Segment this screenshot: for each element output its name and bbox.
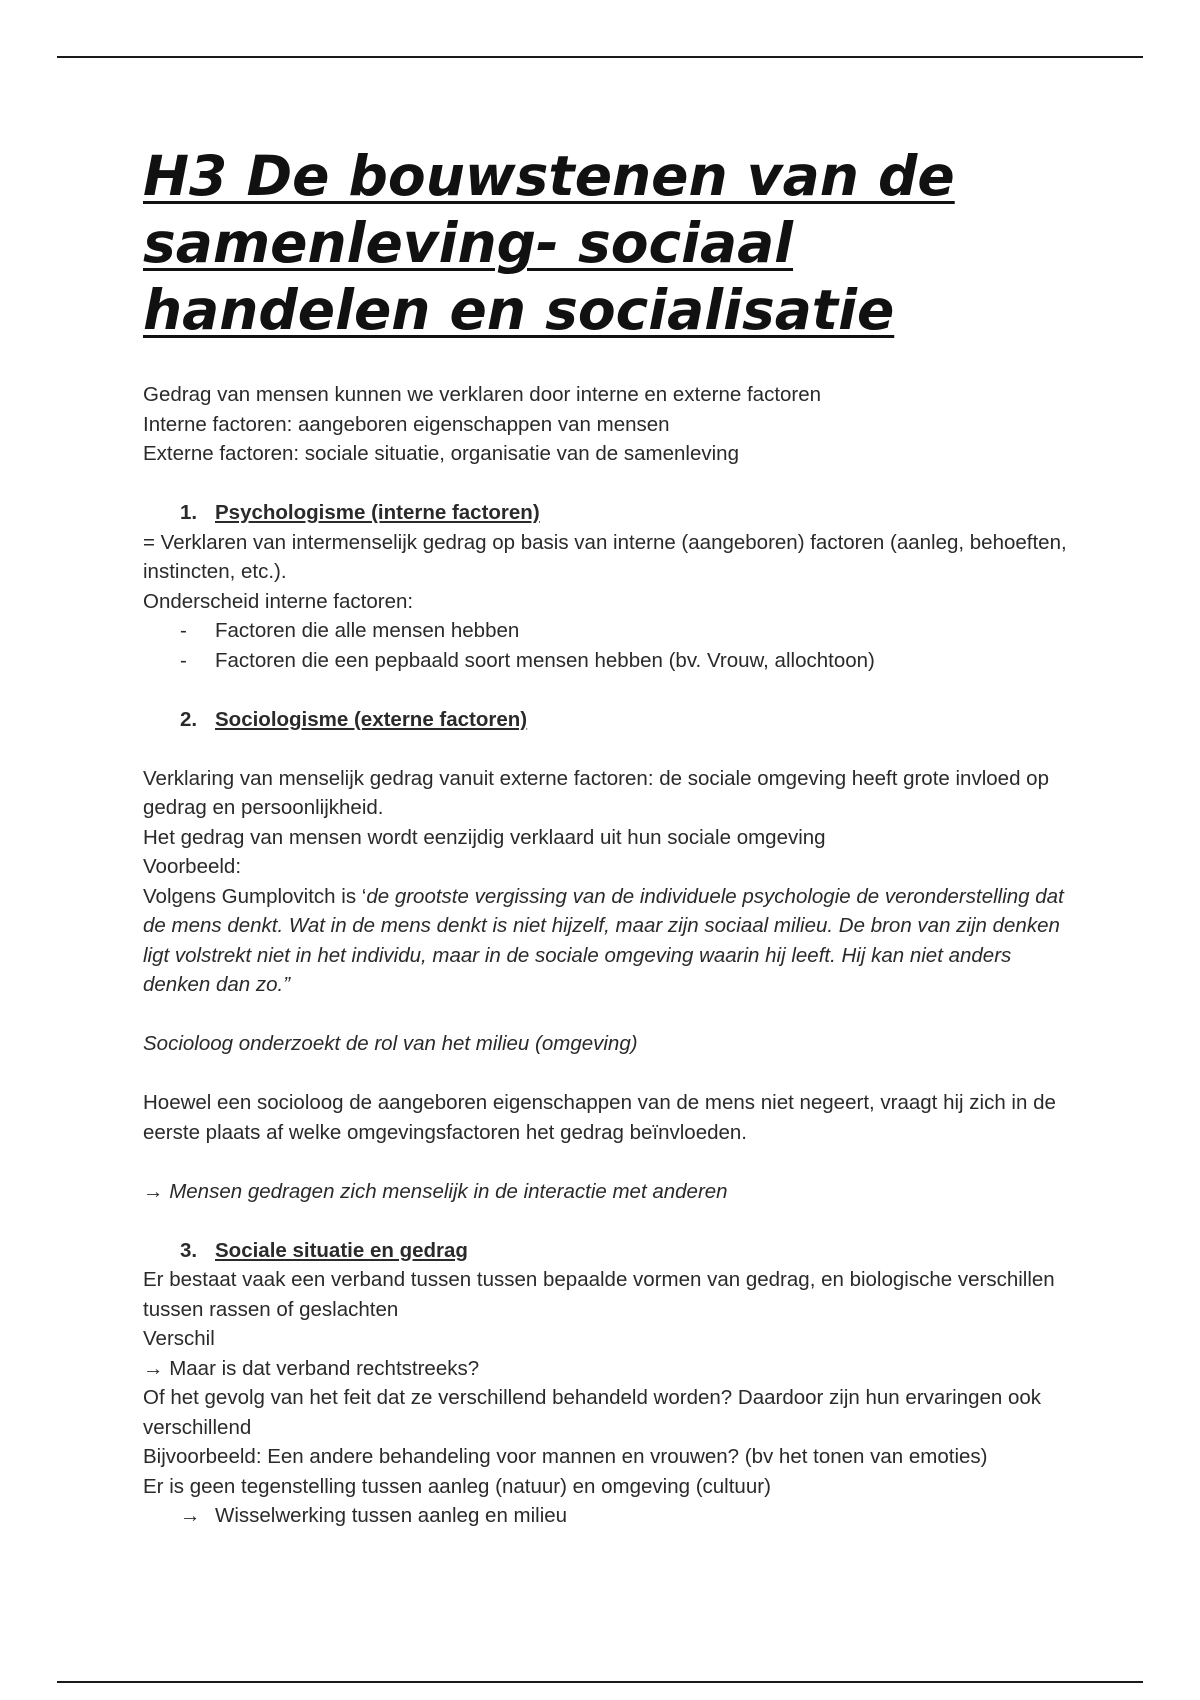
header-rule (57, 56, 1143, 58)
list-item: - Factoren die alle mensen hebben (180, 616, 1083, 646)
example-label: Voorbeeld: (143, 855, 242, 878)
dash-marker: - (180, 619, 187, 642)
section-number: 2. (180, 707, 198, 731)
paragraph: Verschil (143, 1327, 215, 1350)
paragraph: Het gedrag van mensen wordt eenzijdig verklaard uit hun sociale omgeving (143, 825, 826, 849)
arrow-icon: → (143, 1356, 164, 1380)
list-item: - Factoren die een pepbaald soort mensen hebben (bv. Vrouw, allochtoon) (180, 646, 1083, 676)
arrow-line: → Wisselwerking tussen aanleg en milieu (180, 1501, 1083, 1531)
section-number: 1. (180, 501, 198, 524)
intro-line: Interne factoren: aangeboren eigenschappen van mensen (143, 412, 670, 436)
definition: = Verklaren van intermenselijk gedrag op basis van interne (aangeboren) factoren (aanleg, behoeften, instincten, etc.). (143, 530, 1067, 583)
paragraph: Bijvoorbeeld: Een andere behandeling voor mannen en vrouwen? (bv het tonen van emoties) (143, 1445, 988, 1468)
section-1-heading (180, 498, 1083, 528)
document-page (143, 143, 1083, 1531)
footer-rule (57, 1681, 1143, 1683)
note: Socioloog onderzoekt de rol van het milieu (omgeving) (143, 1032, 638, 1055)
quote-text: de grootste vergissing van de individuele psychologie de veronderstelling dat de mens denkt. Wat in de mens denkt is niet hijzelf, maar zijn sociaal milieu. De bron van zijn denken ligt volstrekt niet in het individu, maar in de sociale omgeving waarin hij leeft. Hij kan niet anders denken dan zo.” (143, 884, 1064, 996)
section-title: Psychologisme (interne factoren) (215, 501, 540, 524)
dash-marker: - (180, 648, 187, 672)
section-3-heading (180, 1236, 1083, 1266)
section-number: 3. (180, 1238, 198, 1262)
bullet-list (143, 616, 1083, 675)
quote-paragraph: Volgens Gumplovitch is ‘de grootste vergissing van de individuele psychologie de veronderstelling dat de mens denkt. Wat in de mens denkt is niet hijzelf, maar zijn sociaal milieu. De bron van zijn denken ligt volstrekt niet in het individu, maar in de sociale omgeving waarin hij leeft. Hij kan niet anders denken dan zo.” (143, 884, 1064, 996)
page-title: H3 De bouwstenen van de samenleving- sociaal handelen en socialisatie (143, 144, 955, 342)
intro-line: Externe factoren: sociale situatie, organisatie van de samenleving (143, 442, 739, 465)
section-title: Sociale situatie en gedrag (215, 1238, 468, 1262)
conclusion: → Mensen gedragen zich menselijk in de interactie met anderen (143, 1179, 728, 1203)
intro-line: Gedrag van mensen kunnen we verklaren door interne en externe factoren (143, 383, 822, 406)
paragraph: Hoewel een socioloog de aangeboren eigenschappen van de mens niet negeert, vraagt hij zich in de eerste plaats af welke omgevingsfactoren het gedrag beïnvloeden. (143, 1091, 1056, 1144)
subheading: Onderscheid interne factoren: (143, 589, 414, 613)
paragraph: Of het gevolg van het feit dat ze verschillend behandeld worden? Daardoor zijn hun ervaringen ook verschillend (143, 1386, 1042, 1439)
paragraph: Verklaring van menselijk gedrag vanuit externe factoren: de sociale omgeving heeft grote invloed op gedrag en persoonlijkheid. (143, 766, 1049, 819)
arrow-icon: → (180, 1504, 201, 1527)
section-title: Sociologisme (externe factoren) (215, 707, 528, 731)
arrow-line: → Maar is dat verband rechtstreeks? (143, 1356, 480, 1380)
paragraph: Er bestaat vaak een verband tussen tussen bepaalde vormen van gedrag, en biologische verschillen tussen rassen of geslachten (143, 1268, 1055, 1321)
arrow-icon: → (143, 1179, 164, 1203)
section-2-heading (180, 705, 1083, 735)
paragraph: Er is geen tegenstelling tussen aanleg (natuur) en omgeving (cultuur) (143, 1474, 771, 1498)
